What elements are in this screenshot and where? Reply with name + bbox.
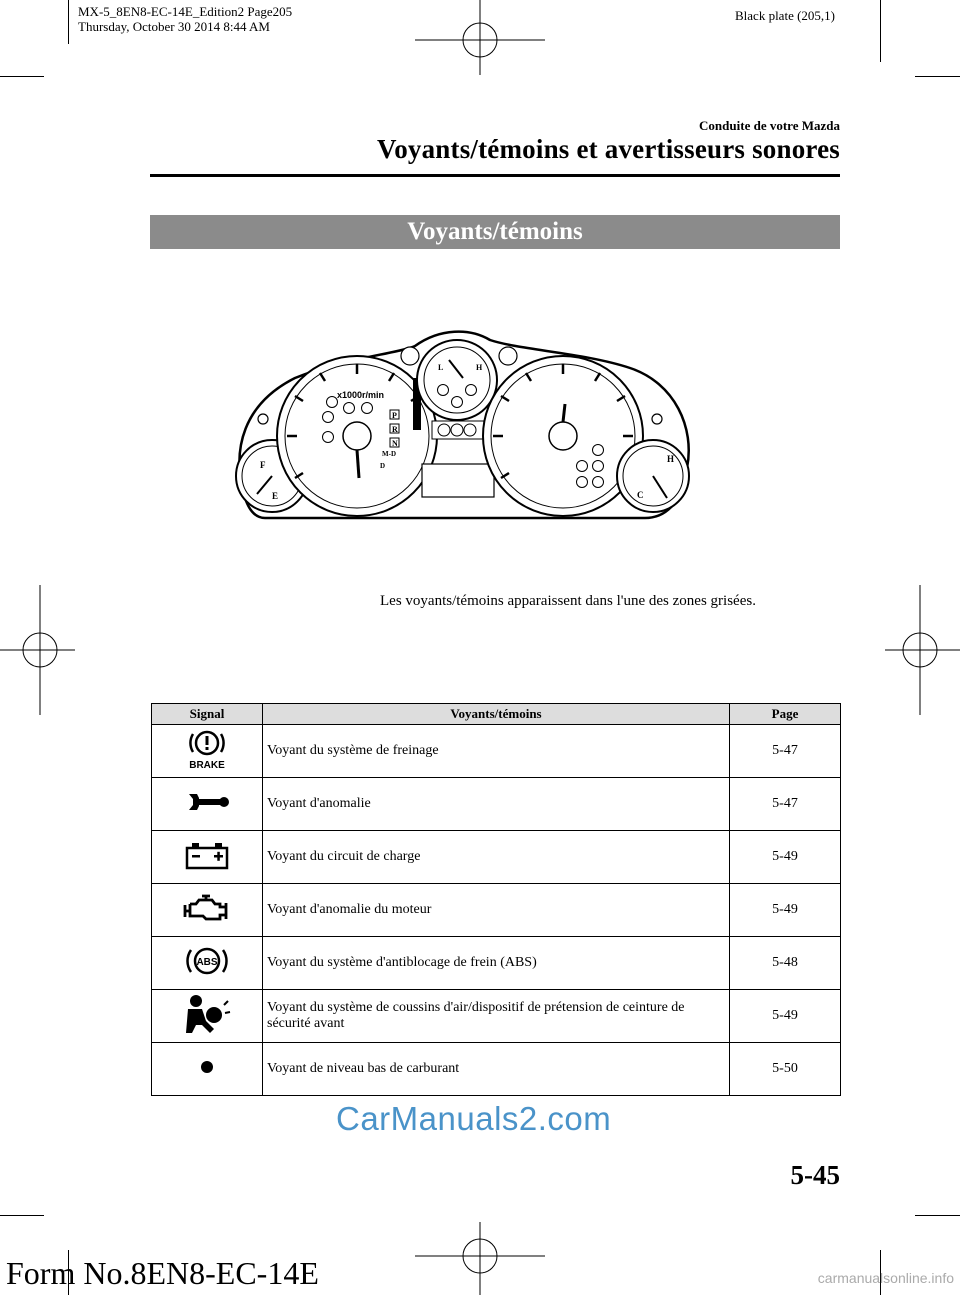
date-info: Thursday, October 30 2014 8:44 AM: [78, 19, 270, 34]
row-page: 5-47: [730, 725, 841, 778]
row-label: Voyant d'anomalie: [263, 778, 730, 831]
wrench-icon: [183, 790, 231, 814]
row-page: 5-49: [730, 990, 841, 1043]
row-page: 5-50: [730, 1043, 841, 1096]
oil-high-label: H: [476, 363, 483, 372]
plate-info: Black plate (205,1): [735, 8, 835, 23]
file-info: MX-5_8EN8-EC-14E_Edition2 Page205: [78, 4, 293, 19]
section-title: Voyants/témoins et avertisseurs sonores: [376, 134, 840, 164]
temp-cold-label: C: [637, 490, 644, 500]
mode-label: M-D: [382, 450, 396, 458]
airbag-icon: [182, 993, 232, 1035]
gear-r: R: [392, 425, 398, 434]
abs-icon: [182, 944, 232, 978]
row-label: Voyant du système de coussins d'air/dispositif de prétension de ceinture de sécurité avant: [263, 990, 730, 1043]
brake-warning-icon: [183, 728, 231, 770]
table-header-row: [152, 704, 841, 725]
warning-lights-table: [151, 703, 841, 1096]
gear-p: P: [392, 411, 397, 420]
battery-icon: [183, 840, 231, 870]
table-row: [152, 725, 841, 778]
row-page: 5-47: [730, 778, 841, 831]
section-subtitle: Conduite de votre Mazda: [699, 118, 840, 133]
fuel-full-label: F: [260, 460, 266, 470]
form-number: Form No.8EN8-EC-14E: [6, 1255, 319, 1291]
table-row: [152, 884, 841, 937]
table-row: [152, 1043, 841, 1096]
temp-hot-label: H: [667, 454, 675, 464]
row-label: Voyant du circuit de charge: [263, 831, 730, 884]
row-page: 5-48: [730, 937, 841, 990]
footer-site: carmanualsonline.info: [817, 1270, 954, 1286]
table-row: [152, 990, 841, 1043]
row-label: Voyant du système d'antiblocage de frein (ABS): [263, 937, 730, 990]
title-rule: [150, 174, 840, 177]
table-row: [152, 937, 841, 990]
instrument-cluster-figure: [225, 318, 695, 528]
row-page: 5-49: [730, 831, 841, 884]
header-signal: Signal: [152, 704, 263, 725]
row-page: 5-49: [730, 884, 841, 937]
low-fuel-icon: [197, 1057, 217, 1077]
gear-n: N: [392, 439, 398, 448]
header-voyants: Voyants/témoins: [263, 704, 730, 725]
drive-label: D: [380, 462, 386, 470]
brake-icon-text: BRAKE: [189, 759, 225, 770]
watermark: CarManuals2.com: [336, 1100, 612, 1137]
table-row: [152, 778, 841, 831]
header-page: Page: [730, 704, 841, 725]
page-number: 5-45: [790, 1160, 840, 1190]
fuel-empty-label: E: [272, 491, 279, 501]
row-label: Voyant de niveau bas de carburant: [263, 1043, 730, 1096]
abs-icon-text: ABS: [196, 956, 218, 968]
table-row: [152, 831, 841, 884]
figure-caption: Les voyants/témoins apparaissent dans l'une des zones grisées.: [380, 593, 756, 609]
row-label: Voyant d'anomalie du moteur: [263, 884, 730, 937]
row-label: Voyant du système de freinage: [263, 725, 730, 778]
banner-heading: Voyants/témoins: [150, 215, 840, 249]
engine-icon: [182, 893, 232, 923]
oil-low-label: L: [438, 363, 444, 372]
tacho-label: x1000r/min: [337, 390, 385, 400]
